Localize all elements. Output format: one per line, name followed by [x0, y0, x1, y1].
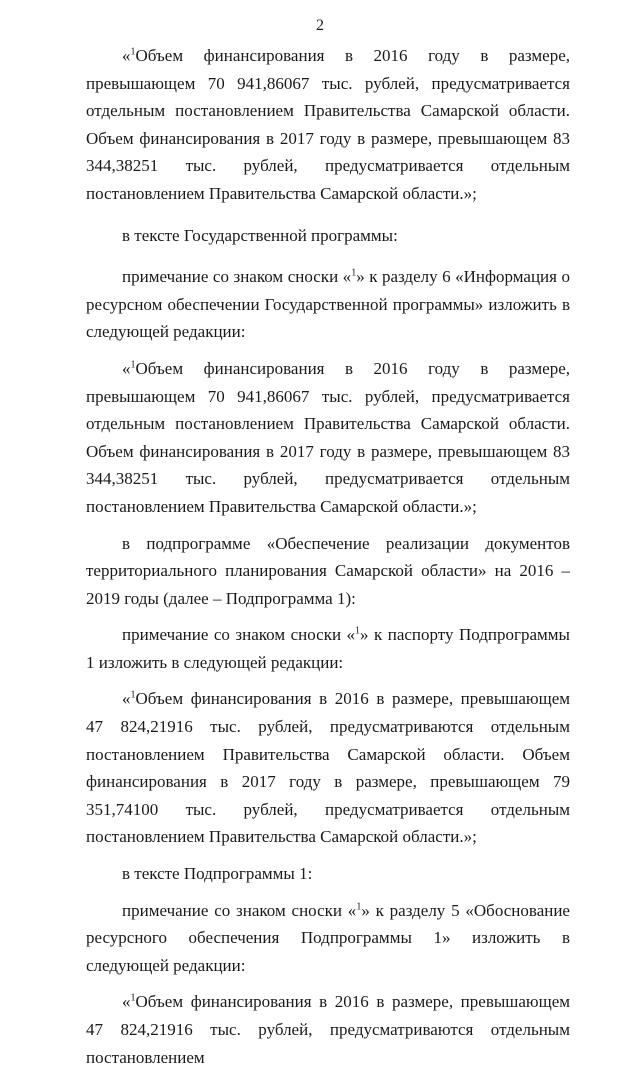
- footnote-mark: 1: [130, 46, 136, 58]
- paragraph-text: в тексте Подпрограммы 1:: [122, 864, 313, 884]
- paragraph-text: Объем финансирования в 2016 в размере, превышающем 47 824,21916 тыс. рублей, предусматриваются отдельным постановлением: [86, 992, 570, 1067]
- footnote-mark: 1: [130, 689, 136, 701]
- paragraph-text-before: примечание со знаком сноски «: [122, 267, 352, 287]
- footnote-mark: 1: [130, 359, 136, 371]
- paragraph-9: [86, 897, 570, 980]
- footnote-mark: 1: [351, 267, 357, 279]
- footnote-mark: 1: [355, 625, 361, 637]
- paragraph-6: [86, 621, 570, 676]
- paragraph-text: в подпрограмме «Обеспечение реализации документов территориального планирования Самарской области» на 2016 – 2019 годы (далее – Подпрограмма 1):: [86, 533, 570, 608]
- opening-quote: «: [122, 358, 131, 378]
- paragraph-text: Объем финансирования в 2016 году в размере, превышающем 70 941,86067 тыс. рублей, предусматривается отдельным постановлением Правительства Самарской области. Объем финансирования в 2017 году в размере, превышающем 83 344,38251 тыс. рублей, предусматривается отдельным постановлением Правительства Самарской области.»;: [86, 358, 570, 516]
- paragraph-10: [86, 988, 570, 1071]
- footnote-mark: 1: [356, 900, 362, 912]
- paragraph-2: [86, 222, 570, 250]
- opening-quote: «: [122, 46, 131, 65]
- opening-quote: «: [122, 992, 131, 1012]
- document-body: [86, 42, 570, 1071]
- page-number: 2: [316, 17, 324, 34]
- paragraph-text: в тексте Государственной программы:: [122, 225, 398, 245]
- paragraph-4: [86, 355, 570, 521]
- paragraph-text-before: примечание со знаком сноски «: [122, 900, 357, 920]
- paragraph-5: [86, 530, 570, 613]
- paragraph-text-before: примечание со знаком сноски «: [122, 625, 356, 645]
- paragraph-text-after: » к разделу 5 «Обоснование ресурсного обеспечения Подпрограммы 1» изложить в следующей редакции:: [86, 900, 570, 975]
- paragraph-8: [86, 860, 570, 888]
- paragraph-text-after: » к паспорту Подпрограммы 1 изложить в следующей редакции:: [86, 625, 570, 672]
- paragraph-7: [86, 685, 570, 851]
- paragraph-1: [86, 42, 570, 208]
- paragraph-text: Объем финансирования в 2016 в размере, превышающем 47 824,21916 тыс. рублей, предусматриваются отдельным постановлением Правительства Самарской области. Объем финансирования в 2017 году в размере, превышающем 79 351,74100 тыс. рублей, предусматривается отдельным постановлением Правительства Самарской области.»;: [86, 689, 570, 847]
- paragraph-text: Объем финансирования в 2016 году в размере, превышающем 70 941,86067 тыс. рублей, предусматривается отдельным постановлением Правительства Самарской области. Объем финансирования в 2017 году в размере, превышающем 83 344,38251 тыс. рублей, предусматривается отдельным постановлением Правительства Самарской области.»;: [86, 46, 570, 203]
- paragraph-3: [86, 263, 570, 346]
- footnote-mark: 1: [130, 992, 136, 1004]
- opening-quote: «: [122, 689, 131, 709]
- paragraph-text-after: » к разделу 6 «Информация о ресурсном обеспечении Государственной программы» изложить в следующей редакции:: [86, 267, 570, 342]
